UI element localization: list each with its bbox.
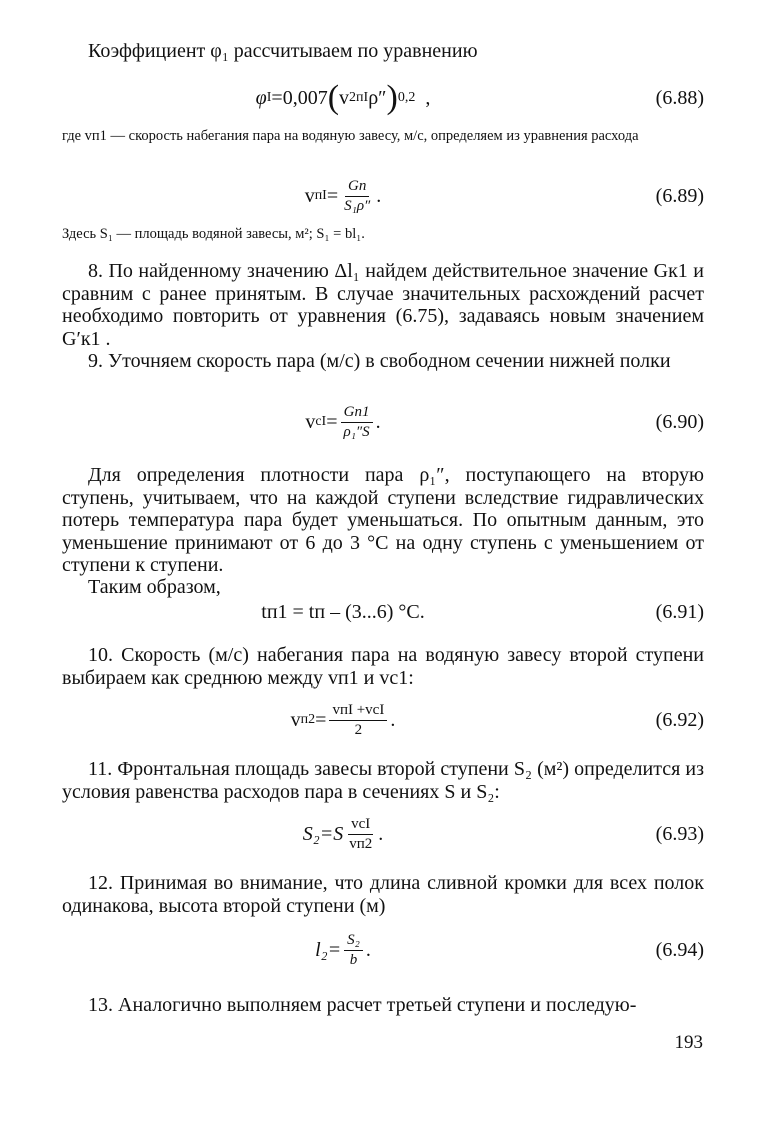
paragraph-density: Для определения плотности пара ρ₁″, поступающего на вторую ступень, учитываем, что на каждой ступени вследствие гидравлических потерь температура пара будет уменьшаться. По опытным данным, это уменьшение принимают от 6 до 3 °С на одну ступень с уменьшением от ступени к ступени.: [62, 464, 704, 576]
page-number: 193: [674, 1032, 703, 1053]
note-velocity: где vп1 — скорость набегания пара на водяную завесу, м/с, определяем из уравнения расхода: [62, 128, 639, 144]
equation-6-94: [62, 922, 704, 978]
paragraph-13: 13. Аналогично выполняем расчет третьей ступени и последую-: [88, 994, 637, 1016]
paragraph-thus: Таким образом,: [88, 576, 221, 598]
paragraph-12: 12. Принимая во внимание, что длина сливной кромки для всех полок одинакова, высота второй ступени (м): [62, 872, 704, 917]
formula: l₂= $\frac{\text{S₂}}{b}$ .: [315, 931, 371, 968]
fraction: $\frac{\text{vпI +vсI}}{2}$: [329, 702, 387, 739]
left-paren: (: [327, 79, 340, 116]
equation-number: (6.94): [655, 938, 704, 961]
fraction: $\frac{Gп1}{\text{ρ₁″S}}$: [341, 404, 373, 441]
right-paren: ): [386, 79, 398, 116]
equation-6-88: [62, 70, 704, 126]
equation-number: (6.93): [655, 822, 704, 845]
equation-number: (6.88): [655, 86, 704, 109]
equation-6-90: [62, 394, 704, 450]
formula: v cI = $\frac{Gп1}{\text{ρ₁″S}}$ .: [305, 403, 381, 440]
fraction: $\frac{\text{S₂}}{b}$: [344, 932, 363, 969]
fraction: $\frac{\text{vcI}}{vп2}$: [349, 815, 373, 852]
paragraph-10: 10. Скорость (м/с) набегания пара на водяную завесу второй ступени выбираем как среднюю между vп1 и vс1:: [62, 644, 704, 689]
equation-number: (6.92): [655, 708, 704, 731]
formula: tп1 = tп – (3...6) °С.: [261, 600, 425, 623]
equation-6-91: [62, 584, 704, 640]
formula: φ I =0,007 ( v 2 пI ρ″ ) 0,2 ,: [255, 79, 431, 116]
paragraph-11: 11. Фронтальная площадь завесы второй ступени S₂ (м²) определится из условия равенства расходов пара в сечениях S и S₂:: [62, 758, 704, 803]
equation-number: (6.91): [655, 600, 704, 623]
formula: v пI = $\frac{Gп}{\text{S₁ρ″}}$ .: [304, 177, 382, 214]
paragraph-8: 8. По найденному значению Δl₁ найдем действительное значение Gк1 и сравним с ранее принятым. В случае значительных расхождений расчет необходимо повторить от уравнения (6.75), задаваясь новым значением G′к1 .: [62, 260, 704, 350]
equation-6-93: [62, 806, 704, 862]
equation-6-92: [62, 692, 704, 748]
note-area: Здесь S₁ — площадь водяной завесы, м²; S₁ = bl₁.: [62, 226, 365, 242]
intro-text: Коэффициент φ₁ рассчитываем по уравнению: [88, 40, 478, 62]
equation-6-89: [62, 168, 704, 224]
equation-number: (6.90): [655, 410, 704, 433]
fraction: $\frac{Gп}{\text{S₁ρ″}}$: [344, 177, 371, 214]
formula: S₂=S $\frac{\text{vcI}}{vп2}$ .: [302, 815, 384, 852]
paragraph-9: 9. Уточняем скорость пара (м/с) в свободном сечении нижней полки: [88, 350, 671, 372]
equation-number: (6.89): [655, 184, 704, 207]
formula: v п2 = $\frac{\text{vпI +vсI}}{2}$ .: [290, 701, 396, 738]
